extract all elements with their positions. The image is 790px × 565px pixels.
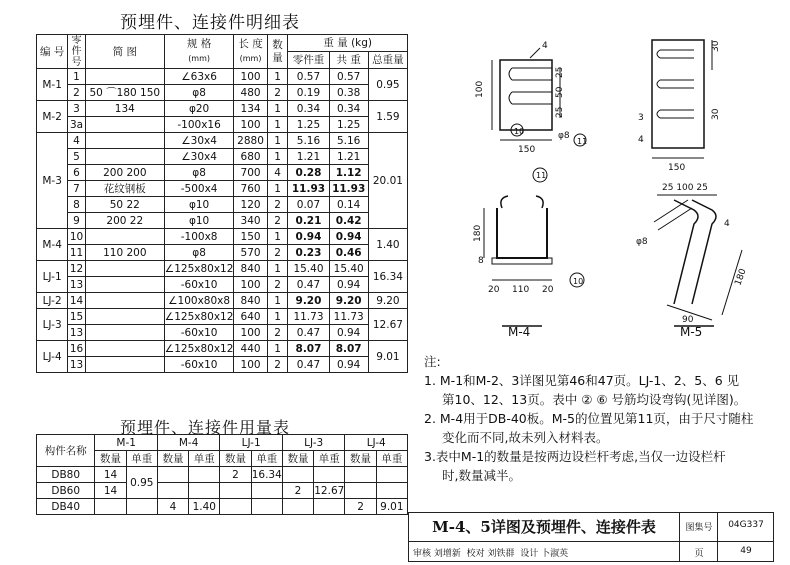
h2-qty: 数量 bbox=[345, 451, 376, 467]
h-length: 长 度 (mm) bbox=[234, 35, 267, 69]
table-row: LJ-4 16 ∠125x80x12 440 1 8.07 8.07 9.01 bbox=[37, 341, 408, 357]
table-row: 7 花纹钢板 -500x4 760 1 11.93 11.93 bbox=[37, 181, 408, 197]
table-row: 8 50 22 φ10 120 2 0.07 0.14 bbox=[37, 197, 408, 213]
h2-group-lj4: LJ-4 bbox=[345, 435, 408, 451]
table-row: M-2 3 134 φ20 134 1 0.34 0.34 1.59 bbox=[37, 101, 408, 117]
h2-unit: 单重 bbox=[314, 451, 345, 467]
table-row: DB80 14 0.95 2 16.34 bbox=[37, 467, 408, 483]
notes-head: 注: bbox=[424, 354, 441, 369]
dim-25b: 25 bbox=[555, 106, 565, 118]
note-line: 1. M-1和M-2、3详图见第46和47页。LJ-1、2、5、6 见 bbox=[424, 373, 740, 388]
parts-detail-table bbox=[36, 34, 408, 373]
h-spec: 规 格 (mm) bbox=[164, 35, 234, 69]
callout-10b: 10 bbox=[573, 277, 584, 286]
h2-qty: 数量 bbox=[282, 451, 313, 467]
table-row: DB60 14 2 12.67 bbox=[37, 483, 408, 499]
h-part: 零件号 bbox=[68, 35, 86, 69]
table-row: LJ-2 14 ∠100x80x8 840 1 9.20 9.20 9.20 bbox=[37, 293, 408, 309]
table-row: 13 -60x10 100 2 0.47 0.94 bbox=[37, 277, 408, 293]
m5-dim-90: 90 bbox=[682, 315, 694, 325]
h2-unit: 单重 bbox=[251, 451, 282, 467]
atlas-label: 图集号 bbox=[685, 523, 713, 533]
page-number: 49 bbox=[740, 546, 752, 556]
signatures: 审核 刘增新 校对 刘铁群 设计 卜淑英 bbox=[413, 549, 569, 559]
h2-qty: 数量 bbox=[220, 451, 251, 467]
h-grand: 总重量 bbox=[368, 52, 407, 69]
h2-qty: 数量 bbox=[157, 451, 188, 467]
m5-top-dims: 25 100 25 bbox=[662, 183, 708, 193]
h-total: 共 重 bbox=[329, 52, 368, 69]
usage-table bbox=[36, 434, 408, 515]
m5-label: M-5 bbox=[680, 325, 703, 339]
dim-180: 180 bbox=[473, 224, 483, 242]
h-code: 编 号 bbox=[37, 35, 68, 69]
dim-3: 3 bbox=[638, 113, 644, 123]
m4-label: M-4 bbox=[508, 325, 531, 339]
table-row: M-1 1 ∠63x6 100 1 0.57 0.57 0.95 bbox=[37, 69, 408, 85]
table-row: 2 50 ⌒180 150 φ8 480 2 0.19 0.38 bbox=[37, 85, 408, 101]
table-row: LJ-3 15 ∠125x80x12 640 1 11.73 11.73 12.67 bbox=[37, 309, 408, 325]
table-row: 13 -60x10 100 2 0.47 0.94 bbox=[37, 357, 408, 373]
dim-20b: 20 bbox=[542, 285, 554, 295]
h-qty: 数量 bbox=[267, 35, 288, 69]
table-row: 9 200 22 φ10 340 2 0.21 0.42 bbox=[37, 213, 408, 229]
dim-20a: 20 bbox=[488, 285, 500, 295]
dim-4: 4 bbox=[542, 41, 548, 51]
dim-25a: 25 bbox=[555, 66, 565, 78]
m5-dim-4: 4 bbox=[724, 219, 730, 229]
dim-30b: 30 bbox=[711, 108, 721, 120]
note-line: 时,数量减半。 bbox=[442, 468, 521, 483]
dim-50: 50 bbox=[555, 86, 565, 98]
h-weight: 重 量 (kg) bbox=[288, 35, 408, 52]
table-row: 3a -100x16 100 1 1.25 1.25 bbox=[37, 117, 408, 133]
h-sketch: 简 图 bbox=[85, 35, 164, 69]
h2-group-m4: M-4 bbox=[157, 435, 219, 451]
table-row: DB40 4 1.40 2 9.01 bbox=[37, 499, 408, 515]
note-line: 第10、12、13页。表中 ② ⑥ 号筋均设弯钩(见详图)。 bbox=[442, 392, 747, 407]
h2-group-lj1: LJ-1 bbox=[220, 435, 283, 451]
m5-dim-180: 180 bbox=[733, 267, 749, 288]
note-line: 变化而不同,故未列入材料表。 bbox=[442, 430, 609, 445]
callout-11: 11 bbox=[577, 137, 588, 146]
h2-group-lj3: LJ-3 bbox=[282, 435, 345, 451]
dim-150b: 150 bbox=[668, 163, 686, 173]
notes bbox=[424, 352, 774, 485]
h2-group-m1: M-1 bbox=[95, 435, 157, 451]
drawing-title: M-4、5详图及预埋件、连接件表 bbox=[409, 513, 680, 542]
detail-drawings bbox=[412, 30, 782, 340]
atlas-number: 04G337 bbox=[728, 520, 764, 530]
dim-4b: 4 bbox=[638, 135, 644, 145]
dim-phi8: φ8 bbox=[558, 131, 570, 141]
h2-unit: 单重 bbox=[126, 451, 157, 467]
table2-title: 预埋件、连接件用量表 bbox=[120, 418, 291, 437]
title-block bbox=[408, 512, 774, 562]
h-part-weight: 零件重 bbox=[288, 52, 329, 69]
table-row: M-4 10 -100x8 150 1 0.94 0.94 1.40 bbox=[37, 229, 408, 245]
table-row: 11 110 200 φ8 570 2 0.23 0.46 bbox=[37, 245, 408, 261]
h2-unit: 单重 bbox=[189, 451, 220, 467]
table-row: 13 -60x10 100 2 0.47 0.94 bbox=[37, 325, 408, 341]
table-row: 6 200 200 φ8 700 4 0.28 1.12 bbox=[37, 165, 408, 181]
h2-qty: 数量 bbox=[95, 451, 126, 467]
dim-110: 110 bbox=[512, 285, 530, 295]
page-label: 页 bbox=[694, 549, 704, 559]
table-row: LJ-1 12 ∠125x80x12 840 1 15.40 15.40 16.34 bbox=[37, 261, 408, 277]
callout-10: 10 bbox=[514, 127, 525, 136]
dim-100: 100 bbox=[475, 80, 485, 98]
note-line: 3.表中M-1的数量是按两边设栏杆考虑,当仅一边设栏杆 bbox=[424, 449, 726, 464]
h2-unit: 单重 bbox=[376, 451, 407, 467]
table-row: M-3 4 ∠30x4 2880 1 5.16 5.16 20.01 bbox=[37, 133, 408, 149]
dim-150: 150 bbox=[518, 145, 536, 155]
dim-30a: 30 bbox=[711, 40, 721, 52]
table1-title: 预埋件、连接件明细表 bbox=[120, 13, 300, 33]
h2-name: 构件名称 bbox=[37, 435, 95, 467]
m5-phi8: φ8 bbox=[636, 237, 648, 247]
dim-8: 8 bbox=[478, 256, 484, 266]
table-row: 5 ∠30x4 680 1 1.21 1.21 bbox=[37, 149, 408, 165]
note-line: 2. M-4用于DB-40板。M-5的位置见第11页，由于尺寸随柱 bbox=[424, 411, 754, 426]
callout-11b: 11 bbox=[536, 171, 547, 180]
